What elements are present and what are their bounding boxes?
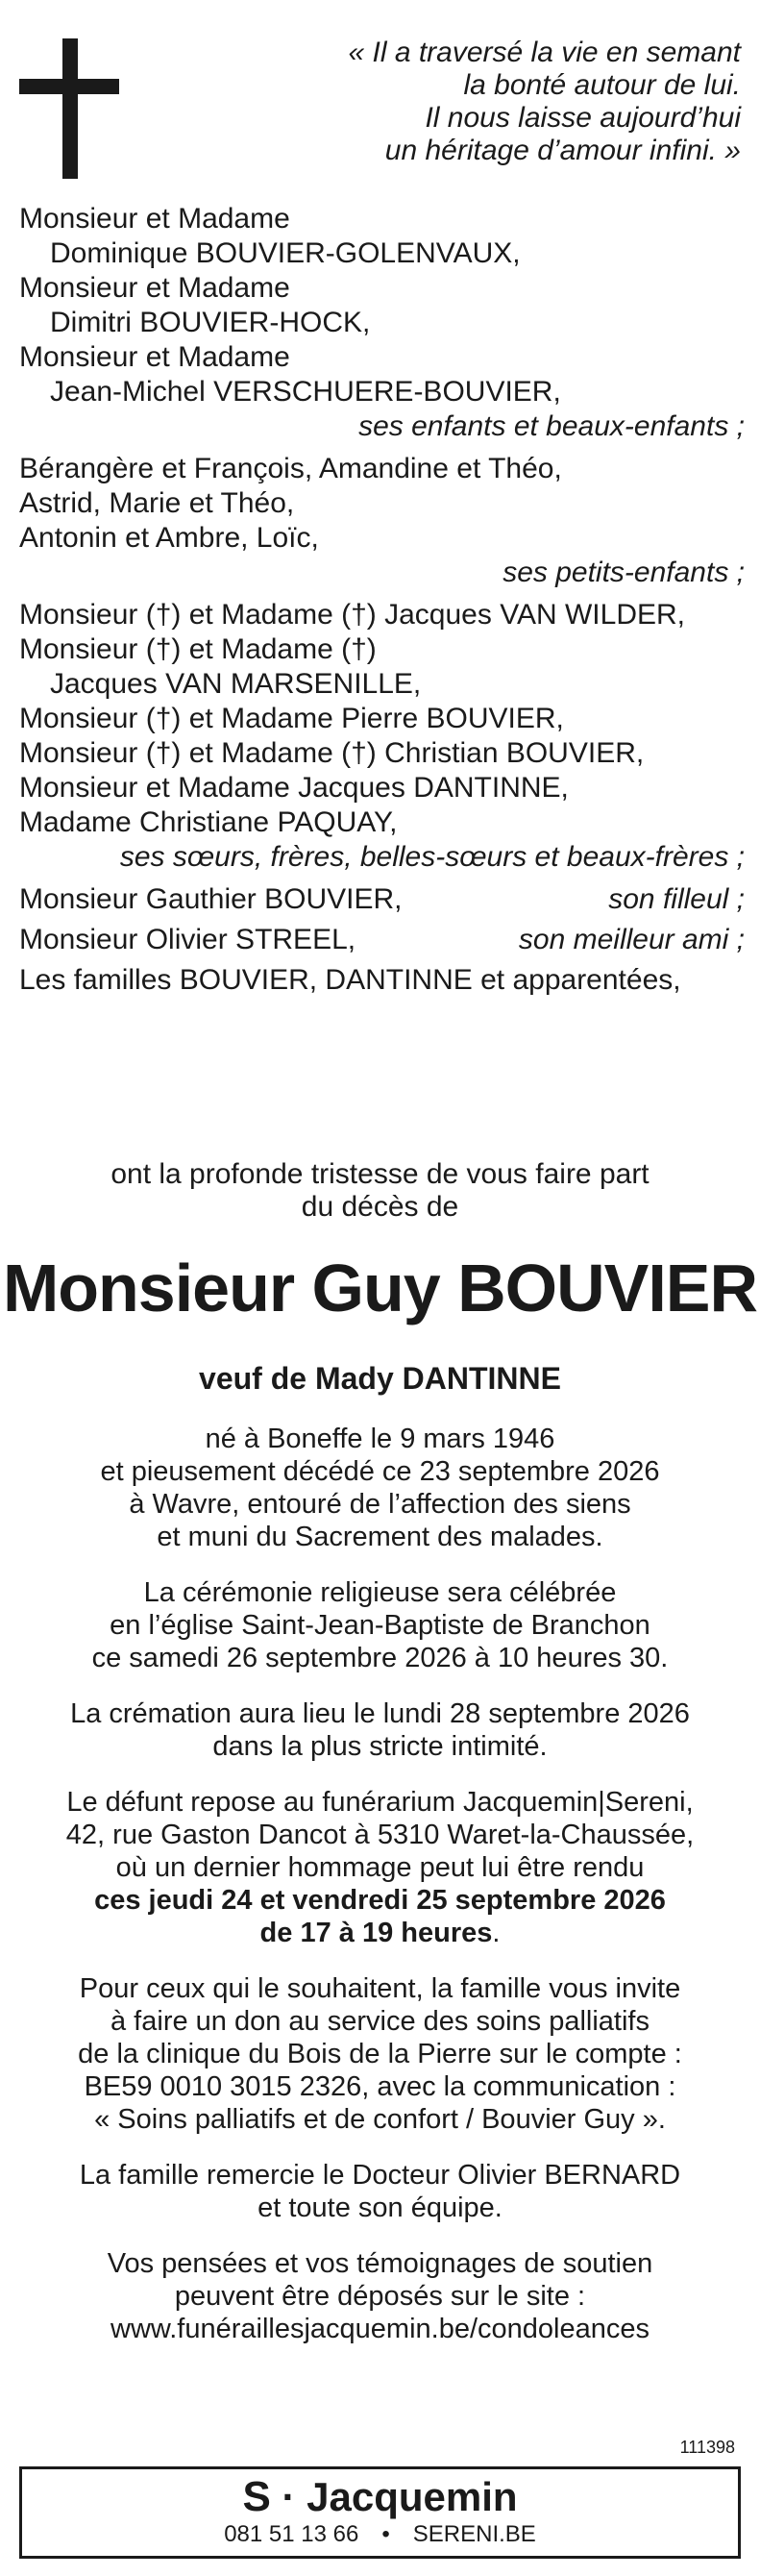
- body-line: et pieusement décédé ce 23 septembre 2026: [100, 1456, 660, 1487]
- relation-label: ses sœurs, frères, belles-sœurs et beaux-frères ;: [119, 841, 745, 873]
- epitaph-quote: [241, 37, 741, 167]
- relation-label: ses enfants et beaux-enfants ;: [358, 410, 745, 442]
- body-line: à Wavre, entouré de l’affection des siens: [129, 1489, 631, 1520]
- family-line: Astrid, Marie et Théo,: [19, 487, 295, 519]
- funeral-home-footer: [19, 2466, 741, 2559]
- family-line: Madame Christiane PAQUAY,: [19, 806, 398, 838]
- body-line: où un dernier hommage peut lui être rendu: [115, 1852, 645, 1883]
- body-line: né à Boneffe le 9 mars 1946: [205, 1424, 555, 1454]
- body-line: dans la plus stricte intimité.: [212, 1731, 548, 1762]
- family-line: Jean-Michel VERSCHUERE-BOUVIER,: [50, 376, 561, 408]
- body-line: 42, rue Gaston Dancot à 5310 Waret-la-Chaussée,: [65, 1820, 695, 1850]
- logo-letter: S: [242, 2473, 271, 2520]
- announcement-line: du décès de: [301, 1191, 459, 1223]
- cross-icon: [19, 38, 119, 179]
- relation-label: ses petits-enfants ;: [503, 557, 745, 588]
- body-line: La crémation aura lieu le lundi 28 septembre 2026: [70, 1698, 690, 1729]
- quote-line: la bonté autour de lui.: [463, 69, 741, 101]
- visitation-hours-end: .: [492, 1918, 501, 1948]
- visitation-paragraph: [0, 1786, 760, 1949]
- quote-line: Il nous laisse aujourd’hui: [425, 102, 741, 134]
- family-line: Monsieur et Madame Jacques DANTINNE,: [19, 772, 569, 804]
- spouse-line: veuf de Mady DANTINNE: [199, 1361, 561, 1396]
- logo-separator: ·: [282, 2474, 296, 2519]
- body-line: de la clinique du Bois de la Pierre sur le compte :: [78, 2039, 682, 2069]
- family-line: Monsieur (†) et Madame (†) Jacques VAN WILDER,: [19, 599, 686, 631]
- family-line: Monsieur et Madame: [19, 341, 290, 373]
- friend-row: [19, 923, 745, 957]
- family-line: Jacques VAN MARSENILLE,: [50, 668, 422, 700]
- friend-name: Monsieur Olivier STREEL,: [19, 924, 356, 955]
- condolences-url: www.funéraillesjacquemin.be/condoleances: [110, 2314, 650, 2344]
- body-line: La famille remercie le Docteur Olivier BERNARD: [79, 2160, 681, 2191]
- donation-paragraph: [0, 1972, 760, 2136]
- family-line: Bérangère et François, Amandine et Théo,: [19, 453, 562, 484]
- body-line: et toute son équipe.: [257, 2192, 503, 2223]
- family-list: [19, 202, 745, 998]
- obituary-body: [0, 1423, 760, 2368]
- visitation-hours: de 17 à 19 heures: [259, 1918, 493, 1948]
- friend-relation: son meilleur ami ;: [518, 924, 745, 955]
- godson-name: Monsieur Gauthier BOUVIER,: [19, 883, 403, 915]
- body-line: La cérémonie religieuse sera célébrée: [143, 1577, 617, 1608]
- body-line: en l’église Saint-Jean-Baptiste de Branchon: [110, 1610, 650, 1641]
- body-line: BE59 0010 3015 2326, avec la communication :: [84, 2071, 676, 2102]
- body-line: ce samedi 26 septembre 2026 à 10 heures 30.: [91, 1643, 669, 1673]
- contact-line: [22, 2521, 738, 2548]
- family-line: Monsieur et Madame: [19, 272, 290, 304]
- body-line: et muni du Sacrement des malades.: [157, 1522, 603, 1552]
- bullet-separator: •: [381, 2521, 390, 2547]
- thanks-paragraph: [0, 2159, 760, 2224]
- brand-name: Jacquemin: [306, 2474, 518, 2519]
- body-line: Pour ceux qui le souhaitent, la famille vous invite: [79, 1973, 681, 2004]
- body-line: peuvent être déposés sur le site :: [174, 2281, 586, 2312]
- announcement-line: ont la profonde tristesse de vous faire part: [110, 1158, 650, 1190]
- body-line: « Soins palliatifs et de confort / Bouvier Guy ».: [94, 2104, 666, 2135]
- phone-number: 081 51 13 66: [224, 2521, 359, 2547]
- quote-line: « Il a traversé la vie en semant: [348, 37, 741, 68]
- visitation-dates: ces jeudi 24 et vendredi 25 septembre 2026: [94, 1885, 666, 1916]
- condolences-paragraph: [0, 2247, 760, 2345]
- quote-line: un héritage d’amour infini. »: [384, 135, 741, 166]
- family-line: Monsieur (†) et Madame Pierre BOUVIER,: [19, 703, 564, 734]
- reference-number: 111398: [679, 2438, 735, 2457]
- family-line: Antonin et Ambre, Loïc,: [19, 522, 319, 554]
- families-line: Les familles BOUVIER, DANTINNE et apparentées,: [19, 964, 681, 996]
- family-line: Dominique BOUVIER-GOLENVAUX,: [50, 237, 521, 269]
- family-line: Monsieur (†) et Madame (†) Christian BOUVIER,: [19, 737, 645, 769]
- family-line: Monsieur (†) et Madame (†): [19, 633, 377, 665]
- family-line: Dimitri BOUVIER-HOCK,: [50, 307, 371, 338]
- website: SERENI.BE: [412, 2521, 536, 2547]
- deceased-name: Monsieur Guy BOUVIER: [2, 1251, 758, 1325]
- cremation-paragraph: [0, 1697, 760, 1763]
- body-line: Le défunt repose au funérarium Jacquemin|Sereni,: [66, 1787, 694, 1818]
- funeral-home-logo: [22, 2473, 738, 2521]
- family-line: Monsieur et Madame: [19, 203, 290, 235]
- godson-relation: son filleul ;: [608, 883, 745, 915]
- ceremony-paragraph: [0, 1576, 760, 1674]
- godson-row: [19, 882, 745, 917]
- body-line: à faire un don au service des soins palliatifs: [110, 2006, 650, 2037]
- birth-death-paragraph: [0, 1423, 760, 1553]
- body-line: Vos pensées et vos témoignages de soutien: [107, 2248, 653, 2279]
- announcement: [0, 1158, 760, 1224]
